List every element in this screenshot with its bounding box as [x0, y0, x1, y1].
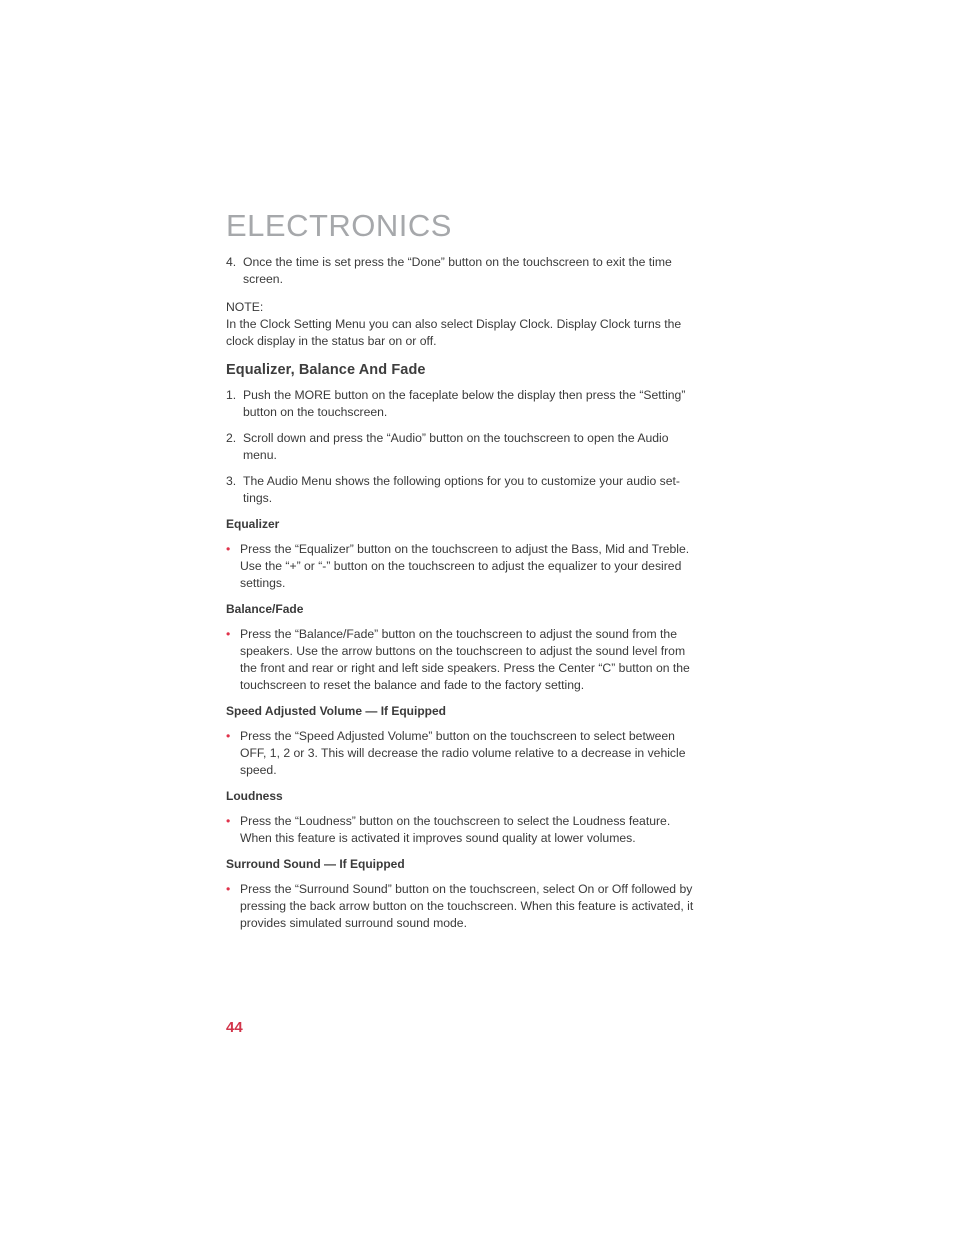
bullet-text: Press the “Loudness” button on the touchscreen to select the Loudness feature. When this feature is activated it improves sound quality at lower volumes. [240, 814, 671, 845]
subhead-loudness: Loudness [226, 789, 283, 803]
step-text: Scroll down and press the “Audio” button on the touchscreen to open the Audio menu. [243, 431, 669, 462]
bullet-icon: • [226, 627, 231, 641]
bullet-item [226, 728, 704, 779]
bullet-icon: • [226, 882, 231, 896]
bullet-icon: • [226, 814, 231, 828]
subhead-surround-sound: Surround Sound — If Equipped [226, 857, 405, 871]
bullet-icon: • [226, 542, 231, 556]
section-heading: Equalizer, Balance And Fade [226, 362, 426, 378]
step-number: 2. [226, 431, 237, 445]
step-number: 4. [226, 255, 237, 269]
note-label: NOTE: [226, 300, 264, 314]
bullet-item [226, 881, 704, 932]
step-2 [226, 430, 704, 464]
step-1 [226, 387, 704, 421]
page-content [226, 254, 704, 941]
step-number: 1. [226, 388, 237, 402]
page-number: 44 [226, 1019, 243, 1036]
step-3 [226, 473, 704, 507]
bullet-item [226, 626, 704, 694]
subhead-balance-fade: Balance/Fade [226, 602, 304, 616]
bullet-text: Press the “Surround Sound” button on the touchscreen, select On or Off followed by pressing the back arrow button on the touchscreen. When this feature is activated, it provides simulated surround sound mode. [240, 882, 694, 930]
step-4 [226, 254, 704, 288]
step-text: Once the time is set press the “Done” button on the touchscreen to exit the time screen. [243, 255, 672, 286]
note-text: In the Clock Setting Menu you can also select Display Clock. Display Clock turns the clock display in the status bar on or off. [226, 317, 682, 348]
section-title: ELECTRONICS [226, 208, 452, 243]
bullet-text: Press the “Speed Adjusted Volume” button on the touchscreen to select between OFF, 1, 2 or 3. This will decrease the radio volume relative to a decrease in vehicle speed. [240, 729, 686, 777]
bullet-icon: • [226, 729, 231, 743]
bullet-item [226, 541, 704, 592]
step-text: The Audio Menu shows the following options for you to customize your audio set-tings. [243, 474, 680, 505]
subhead-equalizer: Equalizer [226, 517, 280, 531]
subhead-speed-adjusted-volume: Speed Adjusted Volume — If Equipped [226, 704, 447, 718]
bullet-text: Press the “Equalizer” button on the touchscreen to adjust the Bass, Mid and Treble. Use the “+” or “-” button on the touchscreen to adjust the equalizer to your desired settings. [240, 542, 690, 590]
bullet-item [226, 813, 704, 847]
step-number: 3. [226, 474, 237, 488]
bullet-text: Press the “Balance/Fade” button on the touchscreen to adjust the sound from the speakers. Use the arrow buttons on the touchscreen to adjust the sound level from the front and rear or right and left side speakers. Press the Center “C” button on the touchscreen to reset the balance and fade to the factory setting. [240, 627, 690, 692]
step-text: Push the MORE button on the faceplate below the display then press the “Setting” button on the touchscreen. [243, 388, 686, 419]
